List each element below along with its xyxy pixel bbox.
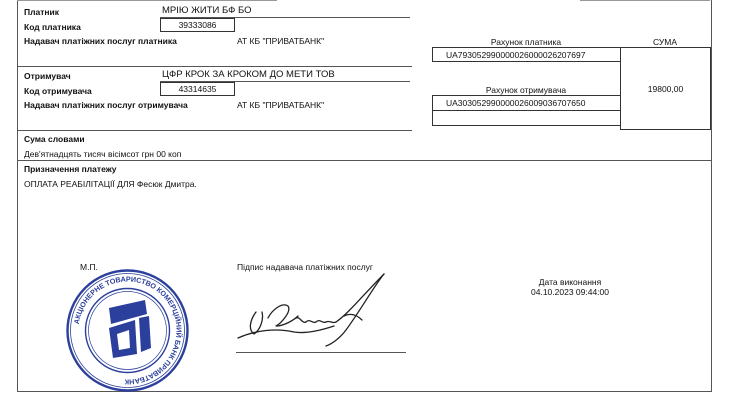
signature-label: Підпис надавача платіжних послуг: [237, 262, 374, 272]
stamp-text: АКЦІОНЕРНЕ ТОВАРИСТВО КОМЕРЦІЙНИЙ БАНК ПРИВАТБАНК: [71, 274, 184, 387]
top-cut-line-right: [580, 0, 710, 1]
payer-code: 39333086: [178, 20, 217, 30]
sum-purpose-separator: [17, 160, 712, 161]
amount-value: 19800,00: [647, 84, 684, 94]
payer-recipient-separator: [17, 66, 412, 67]
mp-label: М.П.: [80, 262, 98, 272]
recipient-sum-separator: [17, 130, 412, 131]
signature-scribble: [236, 272, 396, 352]
recipient-code-label: Код отримувача: [24, 86, 92, 96]
payer-account-label: Рахунок платника: [490, 37, 562, 47]
purpose-label: Призначення платежу: [24, 164, 117, 174]
payer-code-label: Код платника: [24, 22, 81, 32]
amount-label: СУМА: [652, 37, 677, 47]
recipient-account: UA303052990000026009036707650: [446, 98, 586, 108]
frame-right-border: [711, 0, 712, 392]
frame-left-border: [17, 0, 18, 392]
recipient-code-box: [160, 82, 235, 96]
recipient-label: Отримувач: [24, 71, 71, 81]
payer-provider: АТ КБ "ПРИВАТБАНК": [237, 36, 325, 46]
sum-words-label: Сума словами: [24, 134, 85, 144]
date-value: 04.10.2023 09:44:00: [531, 287, 609, 297]
payer-account: UA793052990000026000026207697: [446, 50, 586, 60]
recipient-name: ЦФР КРОК ЗА КРОКОМ ДО МЕТИ ТОВ: [162, 69, 335, 80]
date-label: Дата виконання: [538, 277, 602, 287]
recipient-account-extra-box: [432, 110, 621, 126]
sum-words-value: Дев'ятнадцять тисяч вісімсот грн 00 коп: [24, 149, 182, 159]
payer-code-box: [160, 18, 235, 32]
recipient-code: 43314635: [178, 84, 217, 94]
bank-stamp: [65, 268, 190, 393]
signature-line: [236, 352, 406, 353]
privatbank-logo-icon: [109, 300, 151, 358]
recipient-provider: АТ КБ "ПРИВАТБАНК": [237, 100, 325, 110]
payer-label: Платник: [24, 7, 60, 17]
payer-name: МРІЮ ЖИТИ БФ БО: [162, 5, 252, 16]
payer-provider-label: Надавач платіжних послуг платника: [24, 36, 177, 46]
purpose-value: ОПЛАТА РЕАБІЛІТАЦІЇ ДЛЯ Фесюк Дмитра.: [24, 179, 197, 189]
recipient-provider-label: Надавач платіжних послуг отримувача: [24, 100, 188, 110]
recipient-account-label: Рахунок отримувача: [485, 85, 567, 95]
top-cut-line-left: [17, 0, 277, 1]
